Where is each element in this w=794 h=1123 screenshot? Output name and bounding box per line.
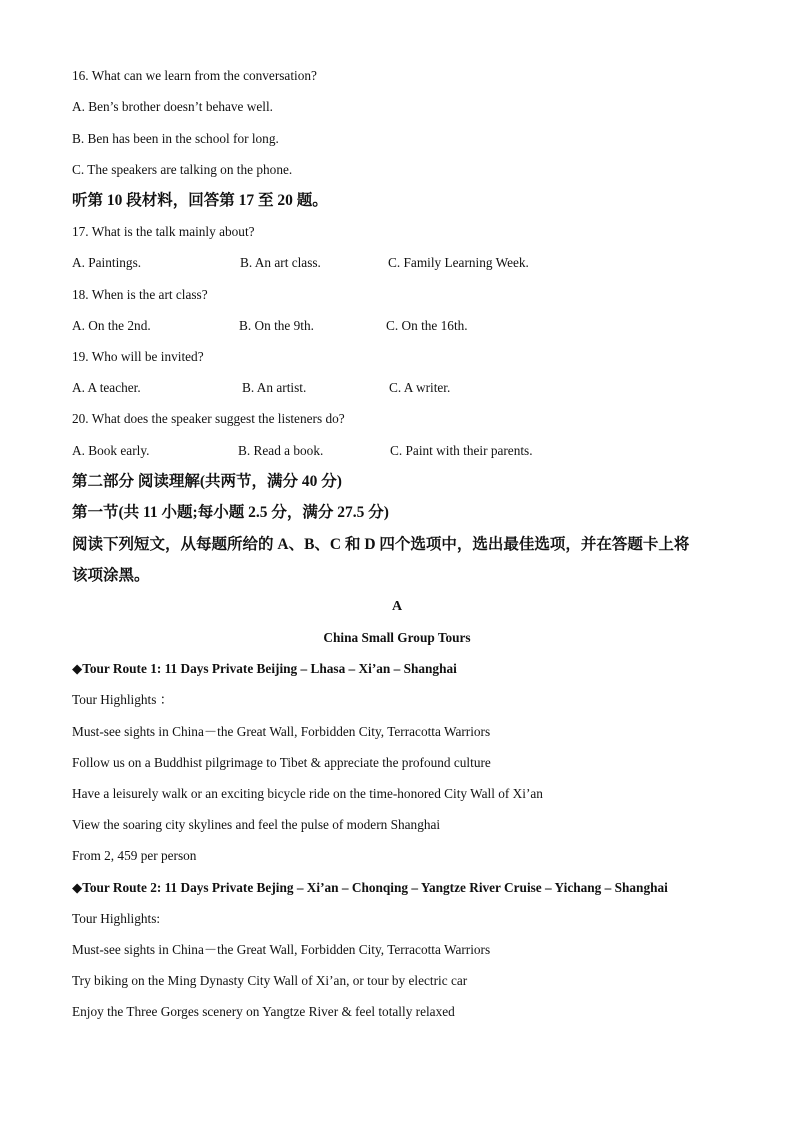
- part2-title: 第二部分 阅读理解(共两节，满分 40 分): [72, 473, 342, 490]
- q20-question: 20. What does the speaker suggest the listeners do?: [72, 411, 345, 426]
- route2-item: Must-see sights in China－the Great Wall, Forbidden City, Terracotta Warriors: [72, 942, 491, 957]
- q19-option-a: A. A teacher.: [72, 380, 141, 395]
- route1-price: From 2, 459 per person: [72, 848, 197, 863]
- part2-instruction-line2: 该项涂黑。: [72, 567, 150, 584]
- q17-option-a: A. Paintings.: [72, 255, 142, 270]
- route1-item: View the soaring city skylines and feel the pulse of modern Shanghai: [72, 817, 441, 832]
- q19-option-c: C. A writer.: [389, 380, 451, 395]
- q16-question: 16. What can we learn from the conversation?: [72, 68, 317, 83]
- q16-option-c: C. The speakers are talking on the phone.: [72, 162, 293, 177]
- q18-option-c: C. On the 16th.: [386, 318, 468, 333]
- q19-option-b: B. An artist.: [242, 380, 307, 395]
- route2-heading: ◆Tour Route 2: 11 Days Private Bejing – Xi’an – Chonqing – Yangtze River Cruise – Yichang – Shanghai: [72, 880, 668, 895]
- route1-item: Follow us on a Buddhist pilgrimage to Tibet & appreciate the profound culture: [72, 755, 491, 770]
- q18-question: 18. When is the art class?: [72, 287, 208, 302]
- route2-item: Try biking on the Ming Dynasty City Wall of Xi’an, or tour by electric car: [72, 973, 468, 988]
- route1-item: Have a leisurely walk or an exciting bicycle ride on the time-honored City Wall of Xi’an: [72, 786, 543, 801]
- section-10-heading: 听第 10 段材料，回答第 17 至 20 题。: [72, 192, 328, 209]
- route1-highlights-label: Tour Highlights ：: [72, 692, 174, 707]
- q17-option-c: C. Family Learning Week.: [388, 255, 529, 270]
- q20-option-a: A. Book early.: [72, 443, 150, 458]
- q18-option-b: B. On the 9th.: [239, 318, 314, 333]
- q17-option-b: B. An art class.: [240, 255, 321, 270]
- route2-highlights-label: Tour Highlights:: [72, 911, 161, 926]
- part2-section1: 第一节(共 11 小题;每小题 2.5 分，满分 27.5 分): [72, 504, 389, 521]
- part2-instruction-line1: 阅读下列短文，从每题所给的 A、B、C 和 D 四个选项中，选出最佳选项，并在答题卡上将: [72, 536, 690, 553]
- q17-question: 17. What is the talk mainly about?: [72, 224, 255, 239]
- passage-title: China Small Group Tours: [323, 630, 471, 645]
- q16-option-b: B. Ben has been in the school for long.: [72, 131, 279, 146]
- q19-question: 19. Who will be invited?: [72, 349, 204, 364]
- q16-option-a: A. Ben’s brother doesn’t behave well.: [72, 99, 274, 114]
- q20-option-b: B. Read a book.: [238, 443, 324, 458]
- q18-option-a: A. On the 2nd.: [72, 318, 151, 333]
- passage-letter: A: [391, 599, 403, 614]
- route2-item: Enjoy the Three Gorges scenery on Yangtze River & feel totally relaxed: [72, 1004, 455, 1019]
- route1-heading: ◆Tour Route 1: 11 Days Private Beijing – Lhasa – Xi’an – Shanghai: [72, 661, 457, 676]
- route1-item: Must-see sights in China－the Great Wall, Forbidden City, Terracotta Warriors: [72, 724, 491, 739]
- q20-option-c: C. Paint with their parents.: [390, 443, 533, 458]
